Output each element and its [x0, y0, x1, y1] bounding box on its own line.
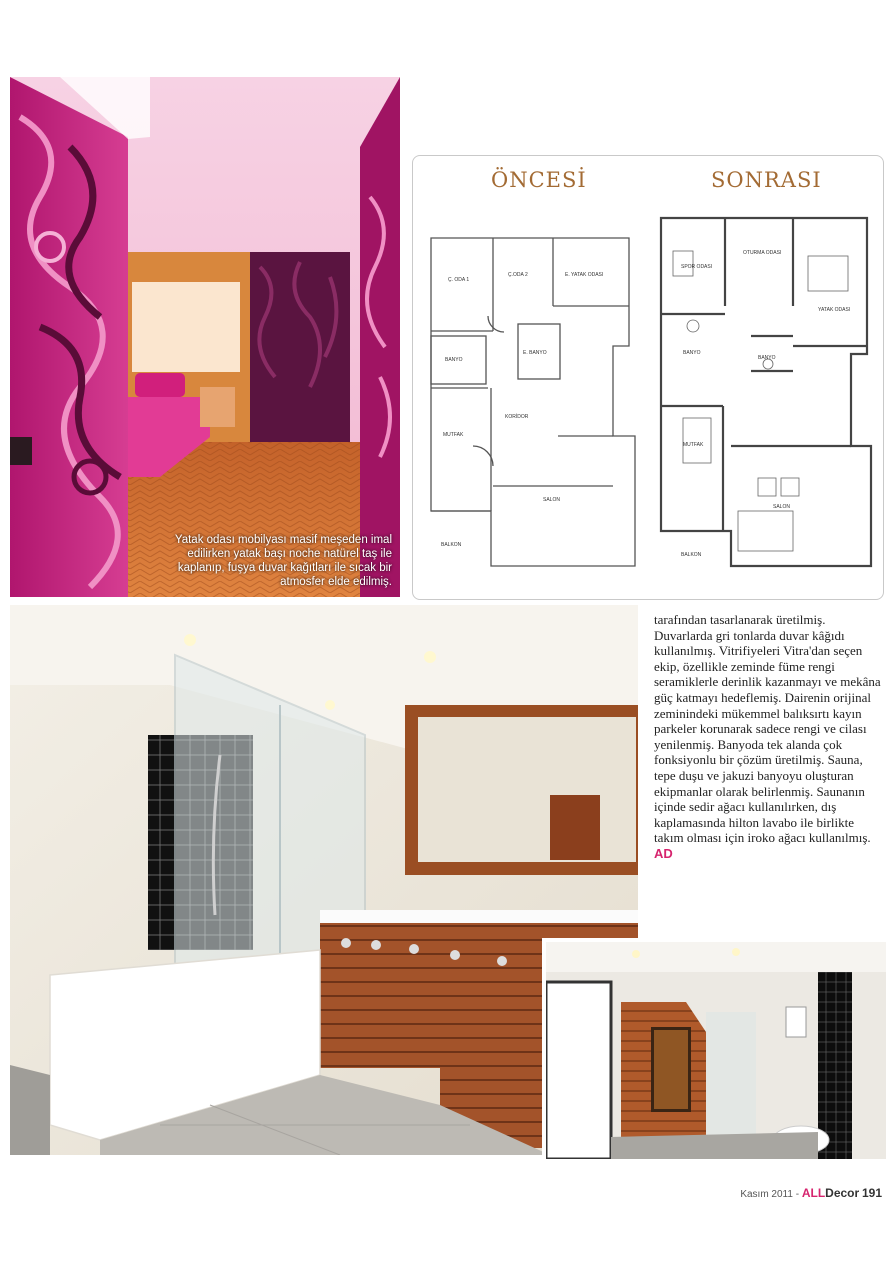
before-label-oda2: Ç.ODA 2 [508, 272, 528, 278]
bedroom-caption: Yatak odası mobilyası masif meşeden imal edilirken yatak başı noche natürel taş ile kaplanıp, fuşya duvar kağıtları ile sıcak bir atmosfer elde edilmiş. [174, 534, 392, 588]
page-footer [740, 1186, 882, 1200]
before-label-balkon: BALKON [441, 542, 462, 548]
article-body [654, 612, 882, 862]
before-label-oda1: Ç. ODA 1 [448, 277, 470, 283]
magazine-name [802, 1186, 859, 1200]
after-label-oturma: OTURMA ODASI [743, 250, 782, 256]
before-label-mutfak: MUTFAK [443, 432, 464, 438]
magazine-name-part2: Decor [825, 1186, 860, 1200]
before-label-koridor: KORİDOR [505, 414, 529, 420]
before-label-salon: SALON [543, 497, 560, 503]
sauna-photo [542, 938, 886, 1159]
after-label-salon: SALON [773, 504, 790, 510]
before-title: ÖNCESİ [491, 168, 587, 192]
article-text: tarafından tasarlanarak üretilmiş. Duvarlarda gri tonlarda duvar kâğıdı kullanılmış. Vitrifiyeleri Vitra'dan seçen ekip, özellikle zeminde füme rengi seramiklerle derinlik kazanmayı ve mekâna güç katmayı hedeflemiş. Dairenin orijinal zeminindeki mükemmel balıksırtı kayın parkeler korunarak sadece rengi ve cilası yenilenmiş. Banyoda tek alanda çok fonksiyonlu bir çözüm üretilmiş. Sauna, tepe duşu ve jakuzi banyoyu oluşturan ekipmanlar olarak belirlenmiş. Saunanın içinde sedir ağacı kullanılırken, dış kaplamasında hilton lavabo ile birlikte takım olması için iroko ağacı kullanılmış. [654, 612, 881, 846]
footer-date: Kasım 2011 [740, 1189, 793, 1200]
after-label-yatak: YATAK ODASI [818, 307, 851, 313]
after-label-banyo2: BANYO [758, 355, 776, 361]
before-label-ebanyo: E. BANYO [523, 350, 547, 356]
after-label-spor: SPOR ODASI [681, 264, 713, 270]
after-title: SONRASI [711, 168, 822, 192]
before-label-yatak: E. YATAK ODASI [565, 272, 604, 278]
floor-plans-panel [412, 155, 884, 600]
after-label-mutfak: MUTFAK [683, 442, 704, 448]
ad-end-mark: AD [654, 845, 673, 861]
floor-plan-drawings [413, 156, 883, 599]
after-label-banyo1: BANYO [683, 350, 701, 356]
before-label-banyo: BANYO [445, 357, 463, 363]
magazine-name-part1: ALL [801, 1186, 826, 1200]
footer-separator: - [795, 1189, 800, 1200]
page-number: 191 [861, 1186, 882, 1200]
after-plan [661, 218, 871, 566]
after-label-balkon: BALKON [681, 552, 702, 558]
before-plan [431, 238, 635, 566]
bedroom-photo [10, 77, 400, 597]
